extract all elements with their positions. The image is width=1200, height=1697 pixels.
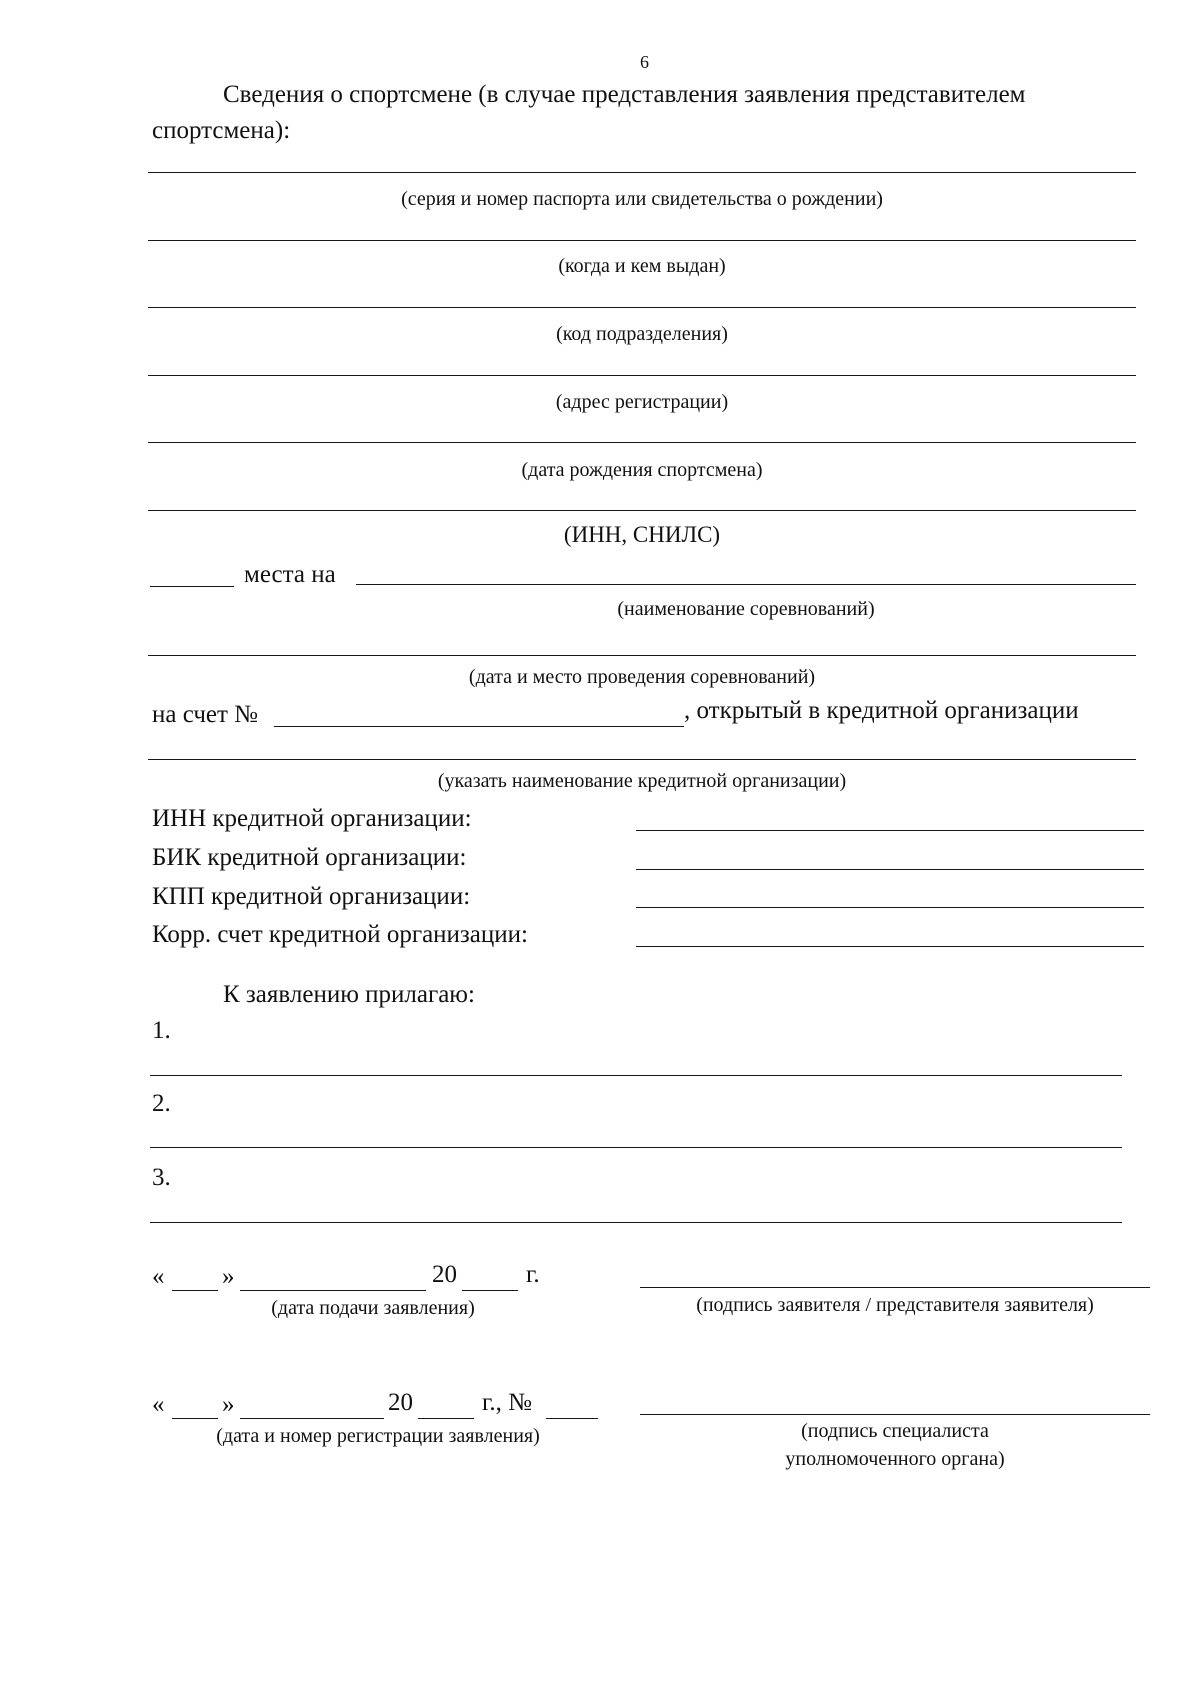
bank-corr-field[interactable] xyxy=(636,946,1144,947)
specialist-signature-caption-1: (подпись специалиста xyxy=(801,1420,989,1442)
bank-inn-label: ИНН кредитной организации: xyxy=(152,805,472,832)
registration-year-suffix: г., № xyxy=(482,1389,533,1416)
competition-name-field[interactable] xyxy=(356,584,1136,585)
attachments-heading: К заявлению прилагаю: xyxy=(223,981,475,1008)
applicant-signature-field[interactable] xyxy=(640,1287,1150,1288)
competition-date-place-caption: (дата и место проведения соревнований) xyxy=(468,666,816,688)
applicant-signature-caption: (подпись заявителя / представителя заявителя) xyxy=(696,1294,1094,1316)
account-number-field[interactable] xyxy=(274,726,684,727)
issued-field[interactable] xyxy=(148,240,1136,241)
submission-year-prefix: 20 xyxy=(432,1261,457,1288)
reg-address-field[interactable] xyxy=(148,375,1136,376)
passport-field[interactable] xyxy=(148,172,1136,173)
bank-bik-field[interactable] xyxy=(636,869,1144,870)
birth-date-field[interactable] xyxy=(148,442,1136,443)
inn-snils-field[interactable] xyxy=(148,510,1136,511)
competition-date-place-field[interactable] xyxy=(148,655,1136,656)
specialist-signature-caption-2: уполномоченного органа) xyxy=(785,1448,1005,1470)
inn-snils-caption: (ИНН, СНИЛС) xyxy=(563,522,721,547)
registration-close-quote: » xyxy=(222,1391,235,1418)
division-code-caption: (код подразделения) xyxy=(556,323,728,345)
attachment-number-1: 1. xyxy=(152,1017,171,1044)
registration-year-prefix: 20 xyxy=(388,1389,413,1416)
submission-close-quote: » xyxy=(222,1263,235,1290)
registration-date-caption: (дата и номер регистрации заявления) xyxy=(216,1425,540,1447)
place-number-field[interactable] xyxy=(150,586,234,587)
bank-name-field[interactable] xyxy=(148,759,1136,760)
account-suffix: , открытый в кредитной организации xyxy=(684,697,1079,724)
bank-kpp-label: КПП кредитной организации: xyxy=(152,883,471,910)
submission-day-field[interactable] xyxy=(172,1290,218,1291)
issued-caption: (когда и кем выдан) xyxy=(558,255,726,277)
registration-number-field[interactable] xyxy=(546,1418,598,1419)
attachment-field-1[interactable] xyxy=(150,1075,1122,1076)
intro-line-2: спортсмена): xyxy=(152,117,291,144)
registration-open-quote: « xyxy=(152,1391,165,1418)
bank-corr-label: Корр. счет кредитной организации: xyxy=(152,921,528,948)
page-number: 6 xyxy=(640,52,649,72)
account-prefix: на счет № xyxy=(152,701,259,728)
attachment-number-3: 3. xyxy=(152,1164,171,1191)
submission-year-field[interactable] xyxy=(462,1290,518,1291)
registration-day-field[interactable] xyxy=(172,1418,218,1419)
bank-kpp-field[interactable] xyxy=(636,907,1144,908)
division-code-field[interactable] xyxy=(148,307,1136,308)
competition-name-caption: (наименование соревнований) xyxy=(617,598,875,620)
bank-name-caption: (указать наименование кредитной организации) xyxy=(437,770,847,792)
specialist-signature-field[interactable] xyxy=(640,1414,1150,1415)
place-label: места на xyxy=(244,561,336,588)
passport-caption: (серия и номер паспорта или свидетельства о рождении) xyxy=(401,188,883,210)
registration-month-field[interactable] xyxy=(240,1418,384,1419)
bank-inn-field[interactable] xyxy=(636,830,1144,831)
registration-year-field[interactable] xyxy=(418,1418,474,1419)
attachment-field-2[interactable] xyxy=(150,1147,1122,1148)
attachment-field-3[interactable] xyxy=(150,1222,1122,1223)
intro-line-1: Сведения о спортсмене (в случае представления заявления представителем xyxy=(223,81,1026,108)
submission-month-field[interactable] xyxy=(240,1290,426,1291)
submission-open-quote: « xyxy=(152,1263,165,1290)
birth-date-caption: (дата рождения спортсмена) xyxy=(521,459,763,481)
reg-address-caption: (адрес регистрации) xyxy=(555,391,729,413)
submission-date-caption: (дата подачи заявления) xyxy=(271,1297,475,1319)
attachment-number-2: 2. xyxy=(152,1090,171,1117)
bank-bik-label: БИК кредитной организации: xyxy=(152,844,467,871)
submission-year-suffix: г. xyxy=(526,1261,540,1288)
